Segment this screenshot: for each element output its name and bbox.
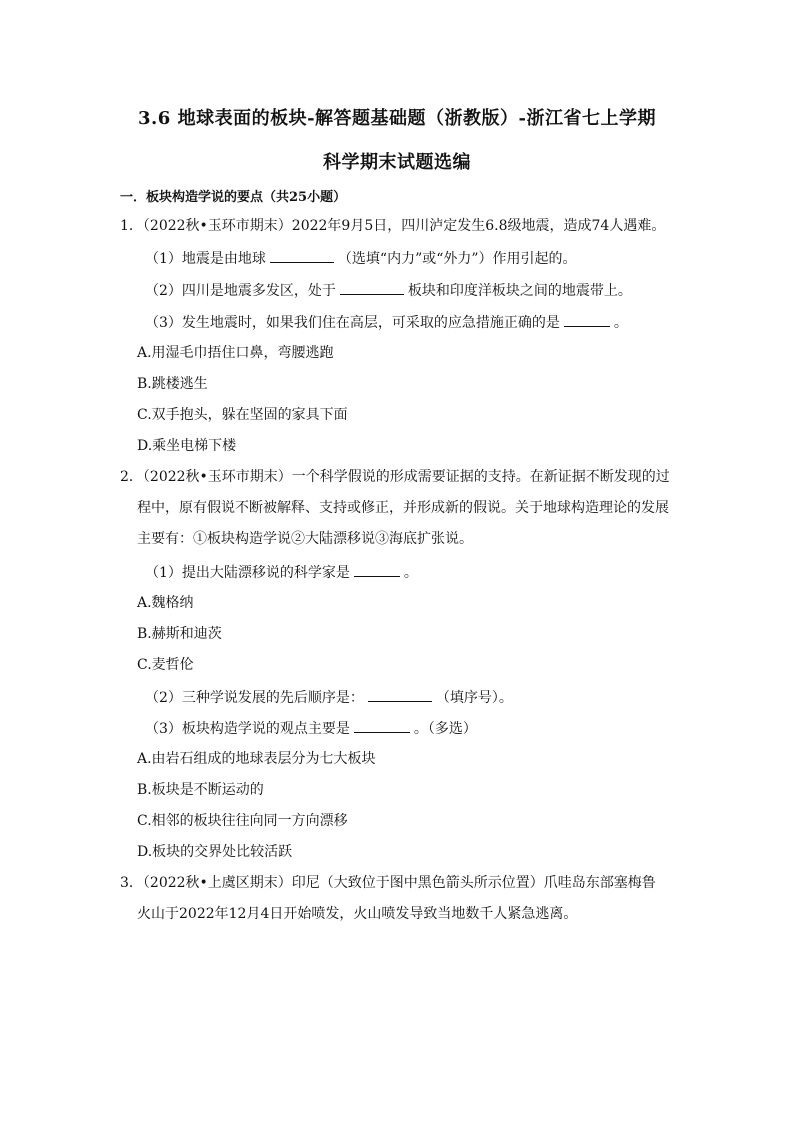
document-title-line2: 科学期末试题选编	[323, 152, 471, 173]
option-a: A.用湿毛巾捂住口鼻，弯腰逃跑	[137, 345, 334, 361]
q2-part2-text-a: （2）三种学说发展的先后顺序是：	[145, 690, 364, 706]
question-2-part-3	[145, 718, 477, 738]
question-2-stem-line1: 2．（2022秋•玉环市期末）一个科学假说的形成需要证据的支持。在新证据不断发现的过	[120, 469, 670, 485]
option-c: C.麦哲伦	[137, 657, 194, 673]
question-3-stem-line2: 火山于2022年12月4日开始喷发，火山喷发导致当地数千人紧急逃离。	[137, 906, 578, 922]
option-b: B.赫斯和迪茨	[137, 626, 222, 642]
section-heading: 一．板块构造学说的要点（共25小题）	[120, 190, 347, 205]
option-b: B.跳楼逃生	[137, 376, 208, 392]
q2-part2-text-b: （填序号）。	[435, 690, 513, 706]
option-a: A.由岩石组成的地球表层分为七大板块	[137, 751, 376, 767]
q2-part1-text-b: 。	[403, 565, 418, 581]
answer-blank	[368, 687, 432, 702]
answer-blank	[354, 718, 410, 733]
question-1-stem: 1．（2022秋•玉环市期末）2022年9月5日，四川泸定发生6.8级地震，造成74人遇难。	[120, 218, 666, 234]
answer-blank	[270, 248, 334, 263]
answer-blank	[340, 280, 404, 295]
option-b: B.板块是不断运动的	[137, 782, 264, 798]
question-1-part-3	[145, 312, 628, 332]
q1-part1-text-b: （选填“内力”或“外力”）作用引起的。	[337, 251, 577, 267]
option-c: C.双手抱头，躲在坚固的家具下面	[137, 407, 348, 423]
q1-part1-text-a: （1）地震是由地球	[145, 251, 266, 267]
answer-blank	[564, 312, 610, 327]
q2-part3-text-a: （3）板块构造学说的观点主要是	[145, 721, 350, 737]
option-c: C.相邻的板块往往向同一方向漂移	[137, 813, 348, 829]
option-d: D.板块的交界处比较活跃	[137, 844, 293, 860]
q2-part1-text-a: （1）提出大陆漂移说的科学家是	[145, 565, 350, 581]
answer-blank	[354, 562, 400, 577]
q1-part3-text-a: （3）发生地震时，如果我们住在高层，可采取的应急措施正确的是	[145, 315, 560, 331]
q2-part3-text-b: 。（多选）	[413, 721, 477, 737]
question-2-stem-line3: 主要有：①板块构造学说②大陆漂移说③海底扩张说。	[137, 531, 473, 547]
question-3-stem-line1: 3．（2022秋•上虞区期末）印尼（大致位于图中黑色箭头所示位置）爪哇岛东部塞梅鲁	[120, 875, 656, 891]
option-a: A.魏格纳	[137, 595, 194, 611]
question-2-part-1	[145, 562, 418, 582]
question-1-part-2	[145, 280, 632, 300]
q1-part2-text-a: （2）四川是地震多发区，处于	[145, 283, 336, 299]
question-2-part-2	[145, 687, 513, 707]
question-1-part-1	[145, 248, 577, 268]
q1-part3-text-b: 。	[613, 315, 628, 331]
option-d: D.乘坐电梯下楼	[137, 438, 237, 454]
document-title-line1: 3.6 地球表面的板块-解答题基础题（浙教版）-浙江省七上学期	[137, 108, 657, 129]
question-2-stem-line2: 程中，原有假说不断被解释、支持或修正，并形成新的假说。关于地球构造理论的发展	[137, 500, 669, 516]
q1-part2-text-b: 板块和印度洋板块之间的地震带上。	[407, 283, 632, 299]
